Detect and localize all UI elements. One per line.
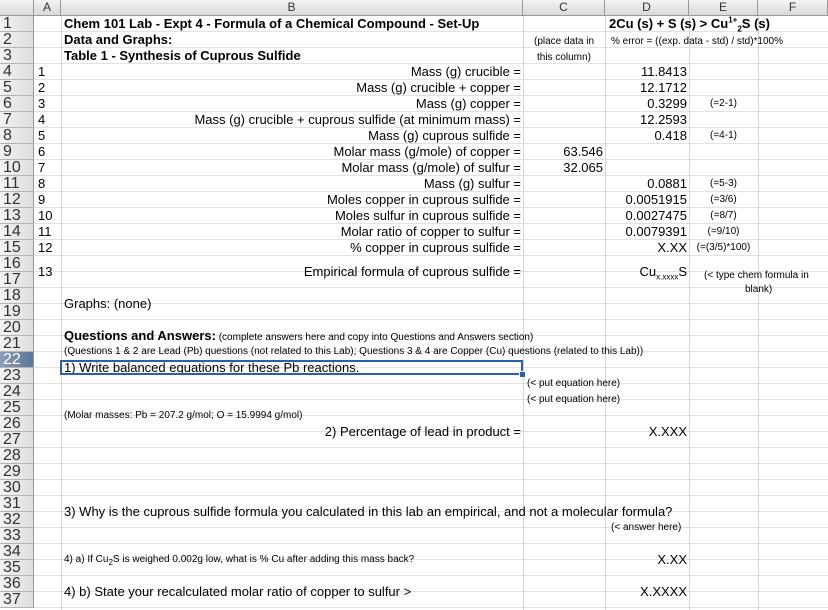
type-formula-note-1: (< type chem formula in bbox=[704, 270, 809, 281]
question-4a: 4) a) If $Cu_2S$ is weighed 0.002g low, what is % Cu after adding this mass back? bbox=[64, 554, 415, 567]
row-label: Mass (g) crucible = bbox=[410, 64, 521, 79]
row-header[interactable]: 33 bbox=[0, 528, 34, 544]
question-2: 2) Percentage of lead in product = bbox=[324, 424, 521, 439]
qa-heading: Questions and Answers: (complete answers here and copy into Questions and Answers section) bbox=[64, 328, 534, 343]
row-header[interactable]: 20 bbox=[0, 320, 34, 336]
row-number: 13 bbox=[38, 264, 53, 279]
row-header[interactable]: 9 bbox=[0, 144, 34, 160]
row-header[interactable]: 5 bbox=[0, 80, 34, 96]
row-header[interactable]: 18 bbox=[0, 288, 34, 304]
type-formula-note-2: blank) bbox=[745, 284, 773, 295]
col-header-a[interactable]: A bbox=[34, 0, 61, 16]
row-header[interactable]: 28 bbox=[0, 448, 34, 464]
question-4a-answer[interactable]: X.XX bbox=[657, 552, 687, 567]
row-header[interactable]: 35 bbox=[0, 560, 34, 576]
row-header[interactable]: 1 bbox=[0, 16, 34, 32]
row-header[interactable]: 17 bbox=[0, 272, 34, 288]
row-gridline bbox=[34, 607, 828, 608]
row-header[interactable]: 34 bbox=[0, 544, 34, 560]
fill-handle[interactable] bbox=[519, 371, 526, 378]
row-number: 2 bbox=[38, 80, 46, 95]
col-gridline bbox=[523, 16, 524, 610]
qa-intro: (Questions 1 & 2 are Lead (Pb) questions (not related to this Lab); Questions 3 & 4 are Copper (Cu) questions (related to this Lab)) bbox=[64, 346, 644, 357]
data-value[interactable]: X.XX bbox=[657, 240, 687, 255]
row-header[interactable]: 12 bbox=[0, 192, 34, 208]
data-value[interactable]: 12.1712 bbox=[640, 80, 687, 95]
question-4b-answer[interactable]: X.XXXX bbox=[640, 584, 687, 599]
answer-here-note: (< answer here) bbox=[611, 522, 682, 533]
data-graphs-heading: Data and Graphs: bbox=[64, 32, 173, 47]
row-gridline bbox=[34, 303, 828, 304]
row-header[interactable]: 31 bbox=[0, 496, 34, 512]
row-number: 8 bbox=[38, 176, 46, 191]
place-data-note-2: this column) bbox=[537, 52, 591, 63]
row-header[interactable]: 37 bbox=[0, 592, 34, 608]
formula-note: (=8/7) bbox=[710, 210, 737, 221]
formula-note: (=(3/5)*100) bbox=[696, 242, 751, 253]
row-label: Empirical formula of cuprous sulfide = bbox=[303, 264, 521, 279]
row-header[interactable]: 11 bbox=[0, 176, 34, 192]
question-3: 3) Why is the cuprous sulfide formula you calculated in this lab an empirical, and not a molecular formula? bbox=[64, 504, 673, 519]
row-header[interactable]: 4 bbox=[0, 64, 34, 80]
row-header[interactable]: 2 bbox=[0, 32, 34, 48]
row-gridline bbox=[34, 383, 828, 384]
row-number: 9 bbox=[38, 192, 46, 207]
row-number: 11 bbox=[38, 224, 52, 239]
col-header-e[interactable]: E bbox=[689, 0, 758, 16]
row-gridline bbox=[34, 495, 828, 496]
row-gridline bbox=[34, 543, 828, 544]
formula-note: (=9/10) bbox=[707, 226, 740, 237]
put-equation-note-1: (< put equation here) bbox=[527, 378, 621, 389]
constant-value[interactable]: 32.065 bbox=[563, 160, 603, 175]
row-header[interactable]: 19 bbox=[0, 304, 34, 320]
row-number: 5 bbox=[38, 128, 46, 143]
row-gridline bbox=[34, 447, 828, 448]
row-label: Mass (g) crucible + cuprous sulfide (at minimum mass) = bbox=[194, 112, 521, 127]
data-value[interactable]: 0.0027475 bbox=[625, 208, 687, 223]
row-header[interactable]: 25 bbox=[0, 400, 34, 416]
row-gridline bbox=[34, 575, 828, 576]
row-number: 3 bbox=[38, 96, 46, 111]
formula-note: (=5-3) bbox=[710, 178, 737, 189]
row-header[interactable]: 22 bbox=[0, 352, 34, 368]
question-2-answer[interactable]: X.XXX bbox=[648, 424, 687, 439]
question-1[interactable]: 1) Write balanced equations for these Pb reactions. bbox=[64, 360, 360, 375]
row-label: % copper in cuprous sulfide = bbox=[350, 240, 521, 255]
question-4b: 4) b) State your recalculated molar ratio of copper to sulfur > bbox=[64, 584, 412, 599]
row-header[interactable]: 10 bbox=[0, 160, 34, 176]
select-all-corner[interactable] bbox=[0, 0, 34, 16]
row-header[interactable]: 30 bbox=[0, 480, 34, 496]
table-title: Table 1 - Synthesis of Cuprous Sulfide bbox=[64, 48, 301, 63]
col-header-c[interactable]: C bbox=[523, 0, 605, 16]
row-number: 12 bbox=[38, 240, 53, 255]
row-number: 4 bbox=[38, 112, 46, 127]
row-number: 10 bbox=[38, 208, 53, 223]
empirical-formula-cell[interactable]: $Cu_{x.xxxx}S$ bbox=[639, 264, 687, 282]
row-header[interactable]: 16 bbox=[0, 256, 34, 272]
row-header[interactable]: 6 bbox=[0, 96, 34, 112]
row-gridline bbox=[34, 479, 828, 480]
row-header[interactable]: 15 bbox=[0, 240, 34, 256]
constant-value[interactable]: 63.546 bbox=[563, 144, 603, 159]
row-header[interactable]: 14 bbox=[0, 224, 34, 240]
active-cell-selection[interactable] bbox=[60, 360, 523, 375]
row-label: Mass (g) copper = bbox=[415, 96, 521, 111]
reaction-equation: 2Cu (s) + S $(s) > Cu^{1+}_2S$ (s) bbox=[609, 15, 770, 34]
col-header-d[interactable]: D bbox=[605, 0, 689, 16]
data-value[interactable]: 0.418 bbox=[654, 128, 687, 143]
col-gridline bbox=[758, 16, 759, 610]
row-header[interactable]: 21 bbox=[0, 336, 34, 352]
col-header-f[interactable]: F bbox=[758, 0, 828, 16]
row-label: Molar ratio of copper to sulfur = bbox=[340, 224, 521, 239]
graphs-label: Graphs: (none) bbox=[64, 296, 152, 311]
place-data-note-1: (place data in bbox=[534, 36, 595, 47]
row-header[interactable]: 8 bbox=[0, 128, 34, 144]
put-equation-note-2: (< put equation here) bbox=[527, 394, 621, 405]
row-header[interactable]: 3 bbox=[0, 48, 34, 64]
molar-masses-note: (Molar masses: Pb = 207.2 g/mol; O = 15.9994 g/mol) bbox=[64, 410, 303, 421]
row-label: Mass (g) cuprous sulfide = bbox=[368, 128, 521, 143]
row-label: Moles sulfur in cuprous sulfide = bbox=[334, 208, 521, 223]
row-gridline bbox=[34, 399, 828, 400]
row-header[interactable]: 13 bbox=[0, 208, 34, 224]
row-header[interactable]: 24 bbox=[0, 384, 34, 400]
data-value[interactable]: 12.2593 bbox=[640, 112, 687, 127]
row-header[interactable]: 23 bbox=[0, 368, 34, 384]
formula-note: (=4-1) bbox=[710, 130, 737, 141]
row-label: Moles copper in cuprous sulfide = bbox=[326, 192, 521, 207]
row-gridline bbox=[34, 527, 828, 528]
data-value[interactable]: 0.3299 bbox=[647, 96, 687, 111]
row-label: Molar mass (g/mole) of copper = bbox=[333, 144, 521, 159]
col-header-b[interactable]: B bbox=[61, 0, 523, 16]
sheet-title: Chem 101 Lab - Expt 4 - Formula of a Chemical Compound - Set-Up bbox=[64, 16, 480, 31]
formula-note: (=2-1) bbox=[710, 98, 737, 109]
row-header[interactable]: 7 bbox=[0, 112, 34, 128]
row-label: Mass (g) crucible + copper = bbox=[356, 80, 521, 95]
formula-note: (=3/6) bbox=[710, 194, 737, 205]
data-value[interactable]: 11.8413 bbox=[640, 64, 687, 79]
row-number: 6 bbox=[38, 144, 46, 159]
row-label: Molar mass (g/mole) of sulfur = bbox=[341, 160, 521, 175]
row-header[interactable]: 32 bbox=[0, 512, 34, 528]
row-number: 1 bbox=[38, 64, 46, 79]
row-number: 7 bbox=[38, 160, 46, 175]
row-header[interactable]: 26 bbox=[0, 416, 34, 432]
row-gridline bbox=[34, 287, 828, 288]
row-header[interactable]: 29 bbox=[0, 464, 34, 480]
row-gridline bbox=[34, 319, 828, 320]
row-header[interactable]: 36 bbox=[0, 576, 34, 592]
data-value[interactable]: 0.0881 bbox=[647, 176, 687, 191]
row-gridline bbox=[34, 463, 828, 464]
data-value[interactable]: 0.0079391 bbox=[625, 224, 687, 239]
row-header[interactable]: 27 bbox=[0, 432, 34, 448]
percent-error-note: % error = ((exp. data - std) / std)*100% bbox=[611, 36, 784, 47]
data-value[interactable]: 0.0051915 bbox=[625, 192, 687, 207]
row-label: Mass (g) sulfur = bbox=[423, 176, 521, 191]
